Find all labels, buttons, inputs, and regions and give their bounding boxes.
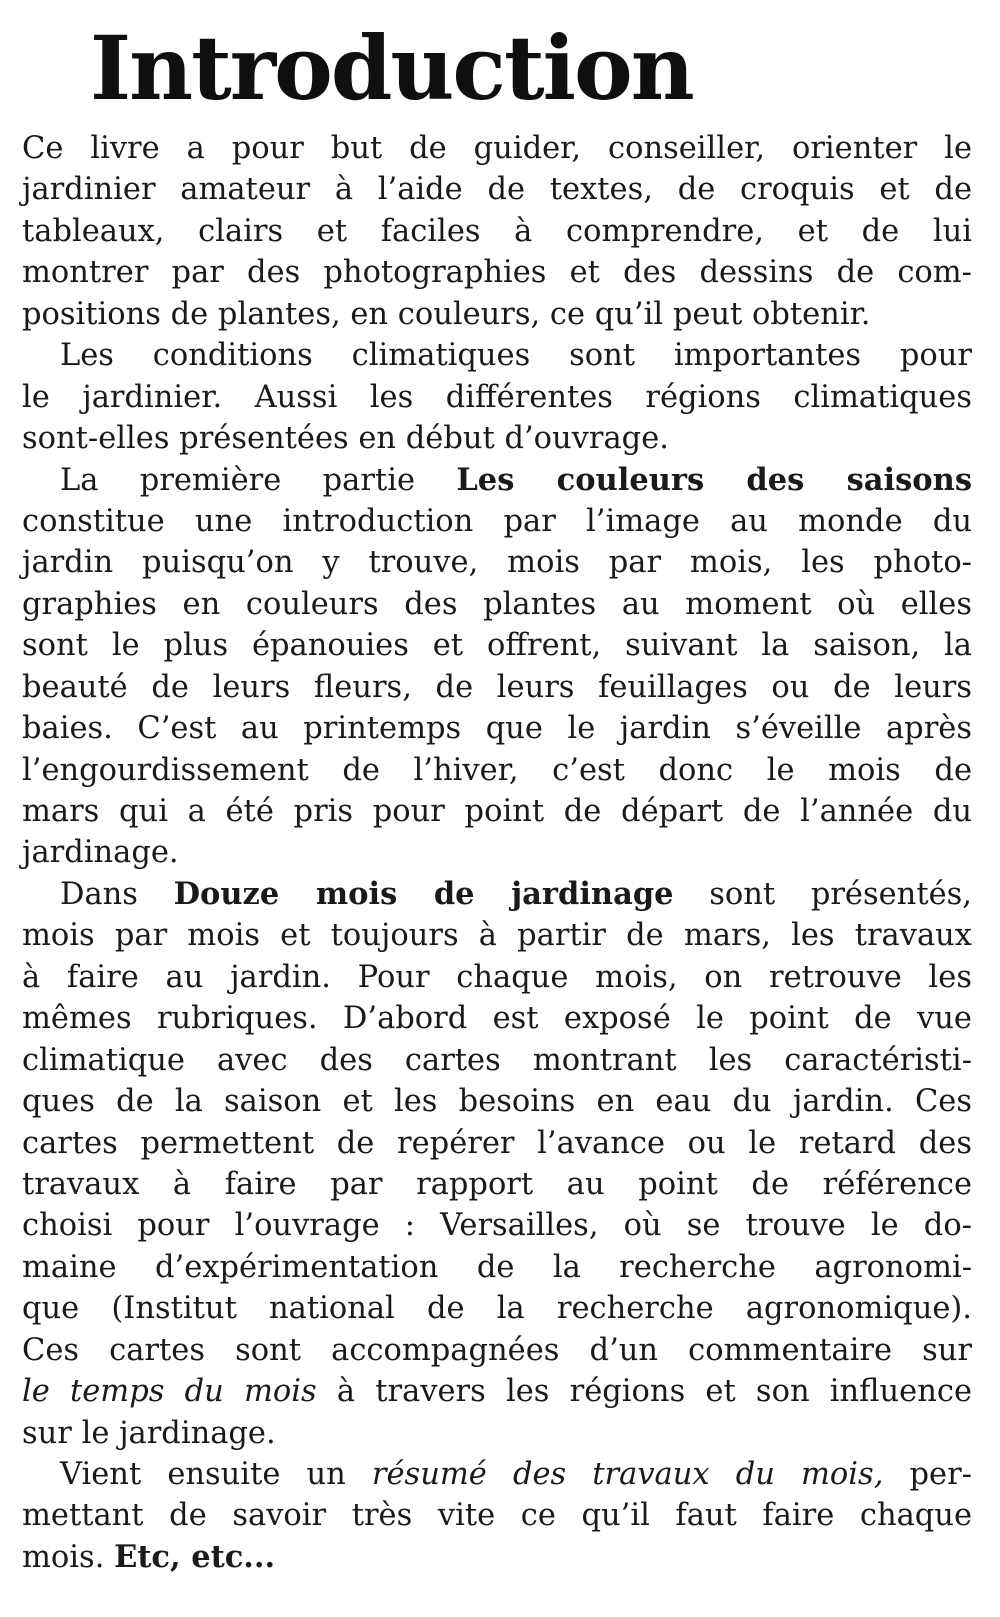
bold-text: Les couleurs des saisons [456,461,972,498]
text-line [22,377,972,418]
text-run: jardinage. [22,835,179,871]
text-run: Ce livre a pour but de guider, conseiller, orienter le [22,131,972,166]
text-run: ques de la saison et les besoins en eau du jardin. Ces [22,1084,972,1120]
text-line [22,957,972,998]
body-text [22,128,972,1578]
text-line [22,501,972,542]
text-run: maine d’expérimentation de la recherche agronomi- [22,1249,972,1285]
text-run: travaux à faire par rapport au point de référence [22,1166,972,1202]
text-line [22,832,972,873]
text-line [22,1164,972,1205]
text-line [22,335,972,376]
text-run: jardinier amateur à l’aide de textes, de croquis et de [22,172,972,208]
text-line [22,667,972,708]
text-run: jardin puisqu’on y trouve, mois par mois, les photo- [22,545,972,581]
text-line [22,1537,972,1578]
text-line [22,625,972,666]
paragraph [22,335,972,459]
text-run: baies. C’est au printemps que le jardin s’éveille après [22,711,972,747]
text-run: sont présentés, [673,876,972,912]
text-run: à faire au jardin. Pour chaque mois, on retrouve les [22,959,972,995]
bold-text: Douze mois de jardinage [173,875,674,912]
text-line [22,998,972,1039]
text-run: sont-elles présentées en début d’ouvrage. [22,421,669,457]
text-run: climatique avec des cartes montrant les caractéristi- [22,1042,972,1078]
text-run: tableaux, clairs et faciles à comprendre, et de lui [22,213,972,249]
text-line [22,791,972,832]
paragraph [22,460,972,874]
text-run: Ces cartes sont accompagnées d’un commentaire sur [22,1332,972,1368]
italic-text: le temps du mois [22,1374,317,1410]
text-line [22,874,972,915]
text-line [22,211,972,252]
text-run: per- [883,1457,972,1492]
text-run: Vient ensuite un [60,1457,372,1492]
text-line [22,1371,972,1412]
text-run: positions de plantes, en couleurs, ce qu’il peut obtenir. [22,296,871,332]
text-line [22,1123,972,1164]
text-line [22,294,972,335]
text-line [22,1040,972,1081]
text-run: montrer par des photographies et des dessins de com- [22,255,972,291]
text-run: cartes permettent de repérer l’avance ou le retard des [22,1125,972,1161]
text-run: Dans [60,876,174,912]
text-line [22,460,972,501]
text-line [22,708,972,749]
text-run: mois par mois et toujours à partir de mars, les travaux [22,918,972,954]
text-run: La première partie [60,462,457,498]
text-run: mars qui a été pris pour point de départ de l’année du [22,794,972,829]
text-line [22,584,972,625]
text-line [22,1288,972,1329]
text-run: beauté de leurs fleurs, de leurs feuillages ou de leurs [22,669,972,705]
text-run: à travers les régions et son influence [316,1374,972,1410]
text-line [22,542,972,583]
text-line [22,128,972,169]
paragraph [22,1454,972,1578]
text-line [22,1205,972,1246]
text-run: mettant de savoir très vite ce qu’il faut faire chaque [22,1498,972,1534]
text-run: Les conditions climatiques sont importantes pour [60,338,972,374]
text-line [22,915,972,956]
text-line [22,169,972,210]
paragraph [22,874,972,1454]
text-line [22,1413,972,1454]
text-run: constitue une introduction par l’image au monde du [22,503,972,539]
text-line [22,418,972,459]
text-line [22,1454,972,1495]
italic-text: résumé des travaux du mois, [371,1457,884,1492]
text-line [22,1495,972,1536]
paragraph [22,128,972,335]
text-run: graphies en couleurs des plantes au moment où elles [22,586,972,622]
text-run: choisi pour l’ouvrage : Versailles, où se trouve le do- [22,1208,972,1244]
text-run: sont le plus épanouies et offrent, suivant la saison, la [22,628,972,664]
text-run: l’engourdissement de l’hiver, c’est donc le mois de [22,752,972,788]
text-line [22,252,972,293]
text-run: que (Institut national de la recherche agronomique). [22,1291,972,1327]
text-line [22,1330,972,1371]
text-run: mois. [22,1539,115,1575]
text-run: sur le jardinage. [22,1415,276,1451]
text-line [22,1247,972,1288]
text-line [22,1081,972,1122]
text-line [22,750,972,791]
text-run: le jardinier. Aussi les différentes régions climatiques [22,379,972,415]
text-run: mêmes rubriques. D’abord est exposé le point de vue [22,1001,972,1037]
page-title: Introduction [90,16,693,120]
bold-text: Etc, etc... [114,1538,276,1575]
